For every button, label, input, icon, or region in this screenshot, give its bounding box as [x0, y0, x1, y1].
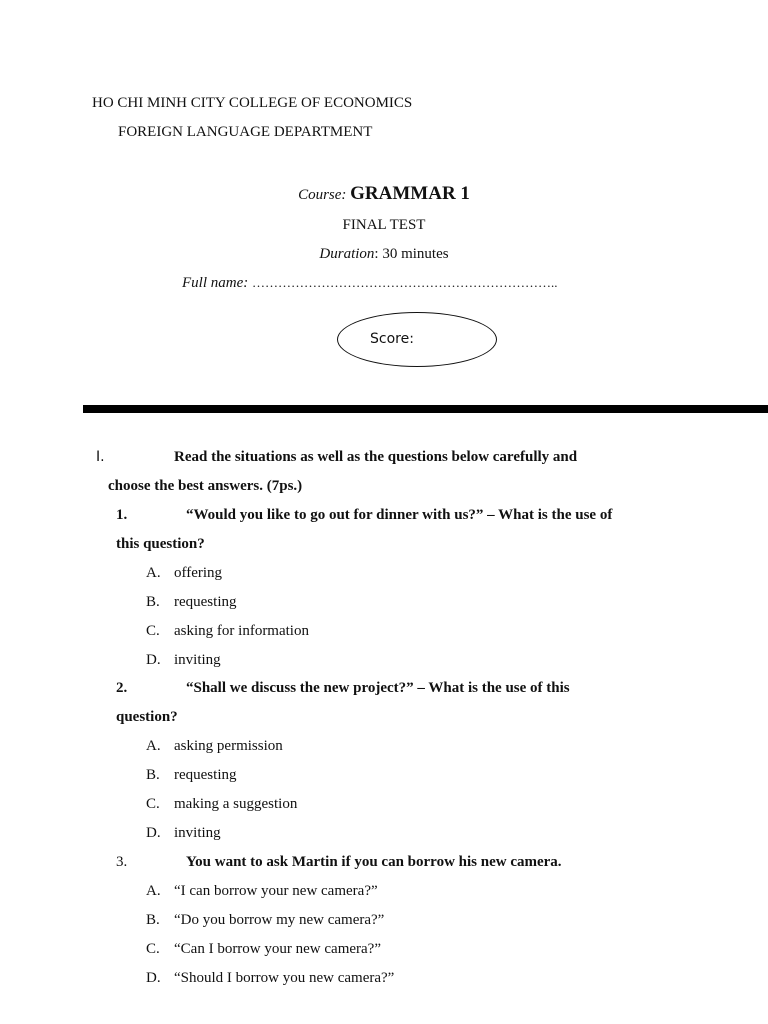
option-letter: B.	[146, 594, 160, 610]
option-letter: B.	[146, 912, 160, 928]
option-text: asking permission	[174, 738, 283, 754]
fullname-label: Full name:	[182, 275, 249, 291]
option-text: asking for information	[174, 623, 309, 639]
option-text: “I can borrow your new camera?”	[174, 883, 378, 899]
option-letter: D.	[146, 970, 161, 986]
option-text: requesting	[174, 767, 237, 783]
question-number: 1.	[116, 507, 128, 523]
course-label: Course:	[298, 187, 347, 203]
option-text: offering	[174, 565, 223, 581]
department-name: FOREIGN LANGUAGE DEPARTMENT	[118, 124, 373, 140]
college-name: HO CHI MINH CITY COLLEGE OF ECONOMICS	[92, 95, 413, 111]
option-letter: A.	[146, 738, 161, 754]
option-letter: A.	[146, 883, 161, 899]
course-name: GRAMMAR 1	[350, 183, 470, 204]
section-number: I.	[96, 449, 105, 465]
option-letter: A.	[146, 565, 161, 581]
option-letter: C.	[146, 941, 160, 957]
option-text: making a suggestion	[174, 796, 298, 812]
fullname-line	[182, 276, 557, 291]
question-text-line2: question?	[116, 709, 178, 725]
option-letter: C.	[146, 623, 160, 639]
question-text-line1: “Shall we discuss the new project?” – What is the use of this	[186, 680, 570, 696]
option-letter: D.	[146, 652, 161, 668]
option-text: “Can I borrow your new camera?”	[174, 941, 381, 957]
header-divider	[83, 405, 768, 413]
duration-line	[0, 247, 768, 262]
question-number: 3.	[116, 854, 128, 870]
question-number: 2.	[116, 680, 128, 696]
fullname-blank[interactable]: ……………………………………………………………..	[251, 275, 558, 290]
question-text-line1: You want to ask Martin if you can borrow his new camera.	[186, 854, 562, 870]
option-letter: C.	[146, 796, 160, 812]
duration-label: Duration	[319, 246, 375, 262]
option-text: inviting	[174, 652, 221, 668]
duration-value: : 30 minutes	[374, 246, 449, 262]
score-label: Score:	[370, 331, 414, 347]
option-text: “Should I borrow you new camera?”	[174, 970, 395, 986]
section-instruction-line1: Read the situations as well as the questions below carefully and	[174, 449, 578, 465]
question-text-line2: this question?	[116, 536, 205, 552]
score-box	[337, 312, 497, 367]
option-text: inviting	[174, 825, 221, 841]
option-letter: D.	[146, 825, 161, 841]
option-letter: B.	[146, 767, 160, 783]
option-text: requesting	[174, 594, 237, 610]
option-text: “Do you borrow my new camera?”	[174, 912, 385, 928]
test-title: FINAL TEST	[342, 217, 426, 233]
question-text-line1: “Would you like to go out for dinner with us?” – What is the use of	[186, 507, 613, 523]
course-line	[0, 184, 768, 203]
section-instruction-line2: choose the best answers. (7ps.)	[108, 478, 303, 494]
